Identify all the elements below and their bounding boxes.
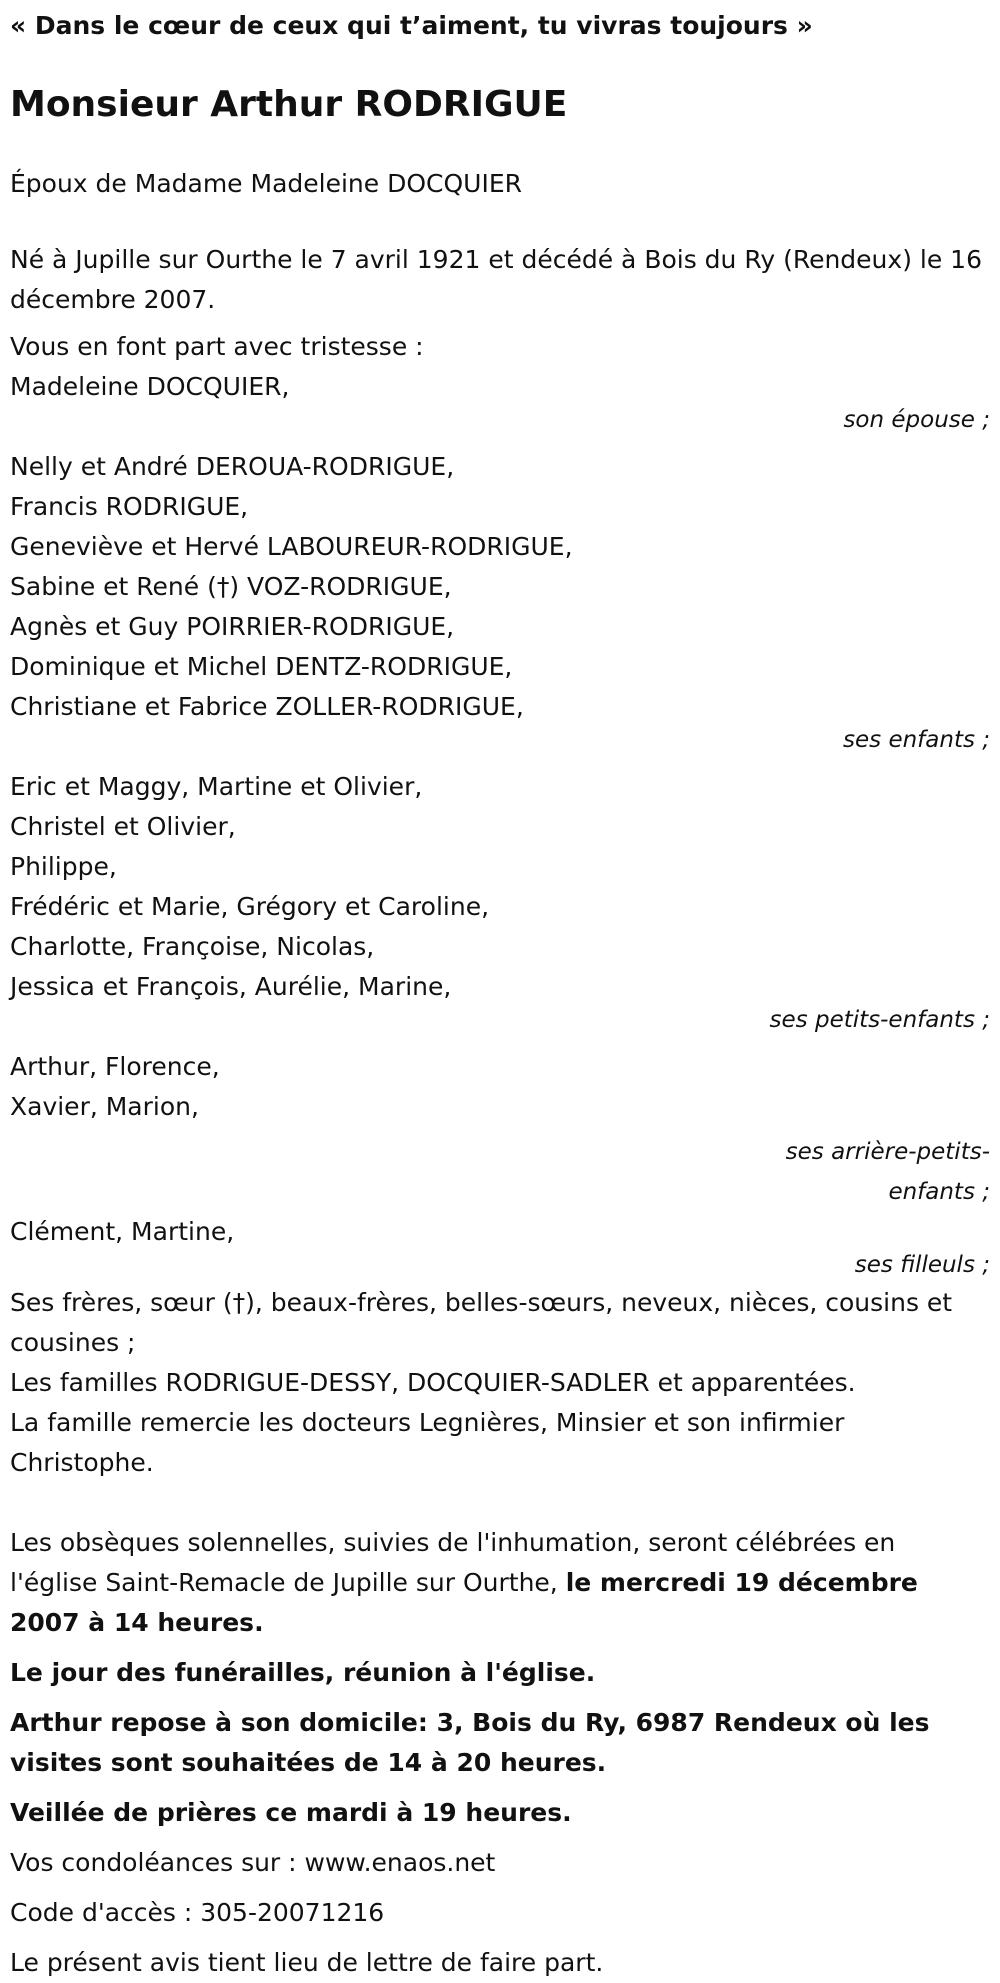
godchildren-group	[10, 1212, 990, 1285]
family-name-line: Sabine et René (†) VOZ-RODRIGUE,	[10, 572, 452, 601]
thanks-line: La famille remercie les docteurs Legnières, Minsier et son infirmier Christophe.	[10, 1408, 845, 1477]
funeral-text: Les obsèques solennelles, suivies de l'inhumation, seront célébrées en l'église Saint-Remacle de Jupille sur Ourthe,	[10, 1528, 896, 1597]
rest-line: Arthur repose à son domicile: 3, Bois du Ry, 6987 Rendeux où les visites sont souhaitées de 14 à 20 heures.	[10, 1708, 930, 1777]
deceased-name: Monsieur Arthur RODRIGUE	[10, 84, 568, 125]
family-name-line: Christiane et Fabrice ZOLLER-RODRIGUE,	[10, 692, 524, 721]
obituary-page	[0, 6, 1000, 1977]
family-name-line: Dominique et Michel DENTZ-RODRIGUE,	[10, 652, 513, 681]
meeting-line: Le jour des funérailles, réunion à l'église.	[10, 1658, 596, 1687]
siblings-line: Ses frères, sœur (†), beaux-frères, belles-sœurs, neveux, nièces, cousins et cousines ;	[10, 1288, 953, 1357]
family-name-line: Jessica et François, Aurélie, Marine,	[10, 972, 452, 1001]
epitaph-quote: « Dans le cœur de ceux qui t’aiment, tu vivras toujours »	[10, 11, 813, 40]
closing-line: Le présent avis tient lieu de lettre de faire part.	[10, 1948, 604, 1977]
children-group	[10, 447, 990, 760]
relation-label: son épouse ;	[843, 407, 990, 433]
relation-label: enfants ;	[888, 1179, 990, 1205]
family-name-line: Arthur, Florence,	[10, 1052, 220, 1081]
family-name-line: Francis RODRIGUE,	[10, 492, 249, 521]
spouse-line: Époux de Madame Madeleine DOCQUIER	[10, 169, 522, 198]
grandchildren-group	[10, 767, 990, 1040]
family-name-line: Madeleine DOCQUIER,	[10, 372, 290, 401]
family-name-line: Xavier, Marion,	[10, 1092, 199, 1121]
family-name-line: Agnès et Guy POIRRIER-RODRIGUE,	[10, 612, 455, 641]
families-line: Les familles RODRIGUE-DESSY, DOCQUIER-SADLER et apparentées.	[10, 1368, 856, 1397]
family-name-line: Geneviève et Hervé LABOUREUR-RODRIGUE,	[10, 532, 573, 561]
relation-label: ses filleuls ;	[854, 1252, 990, 1278]
relation-label: ses arrière-petits-	[785, 1139, 990, 1165]
family-name-line: Charlotte, Françoise, Nicolas,	[10, 932, 375, 961]
family-name-line: Clément, Martine,	[10, 1217, 235, 1246]
family-name-line: Frédéric et Marie, Grégory et Caroline,	[10, 892, 490, 921]
announcement-line: Vous en font part avec tristesse :	[10, 332, 424, 361]
relation-label: ses enfants ;	[843, 727, 990, 753]
condolences-line: Vos condoléances sur : www.enaos.net	[10, 1848, 496, 1877]
family-name-line: Eric et Maggy, Martine et Olivier,	[10, 772, 423, 801]
spouse-group	[10, 367, 990, 440]
family-name-line: Philippe,	[10, 852, 117, 881]
birth-death-text: Né à Jupille sur Ourthe le 7 avril 1921 et décédé à Bois du Ry (Rendeux) le 16 décembre 2007.	[10, 245, 982, 314]
family-name-line: Christel et Olivier,	[10, 812, 236, 841]
relation-label: ses petits-enfants ;	[769, 1007, 990, 1033]
family-name-line: Nelly et André DEROUA-RODRIGUE,	[10, 452, 455, 481]
funeral-date: le mercredi 19 décembre 2007 à 14 heures.	[10, 1568, 918, 1637]
access-code-line: Code d'accès : 305-20071216	[10, 1898, 385, 1927]
vigil-line: Veillée de prières ce mardi à 19 heures.	[10, 1798, 572, 1827]
funeral-paragraph	[10, 1523, 990, 1643]
great-grandchildren-group	[10, 1047, 990, 1212]
